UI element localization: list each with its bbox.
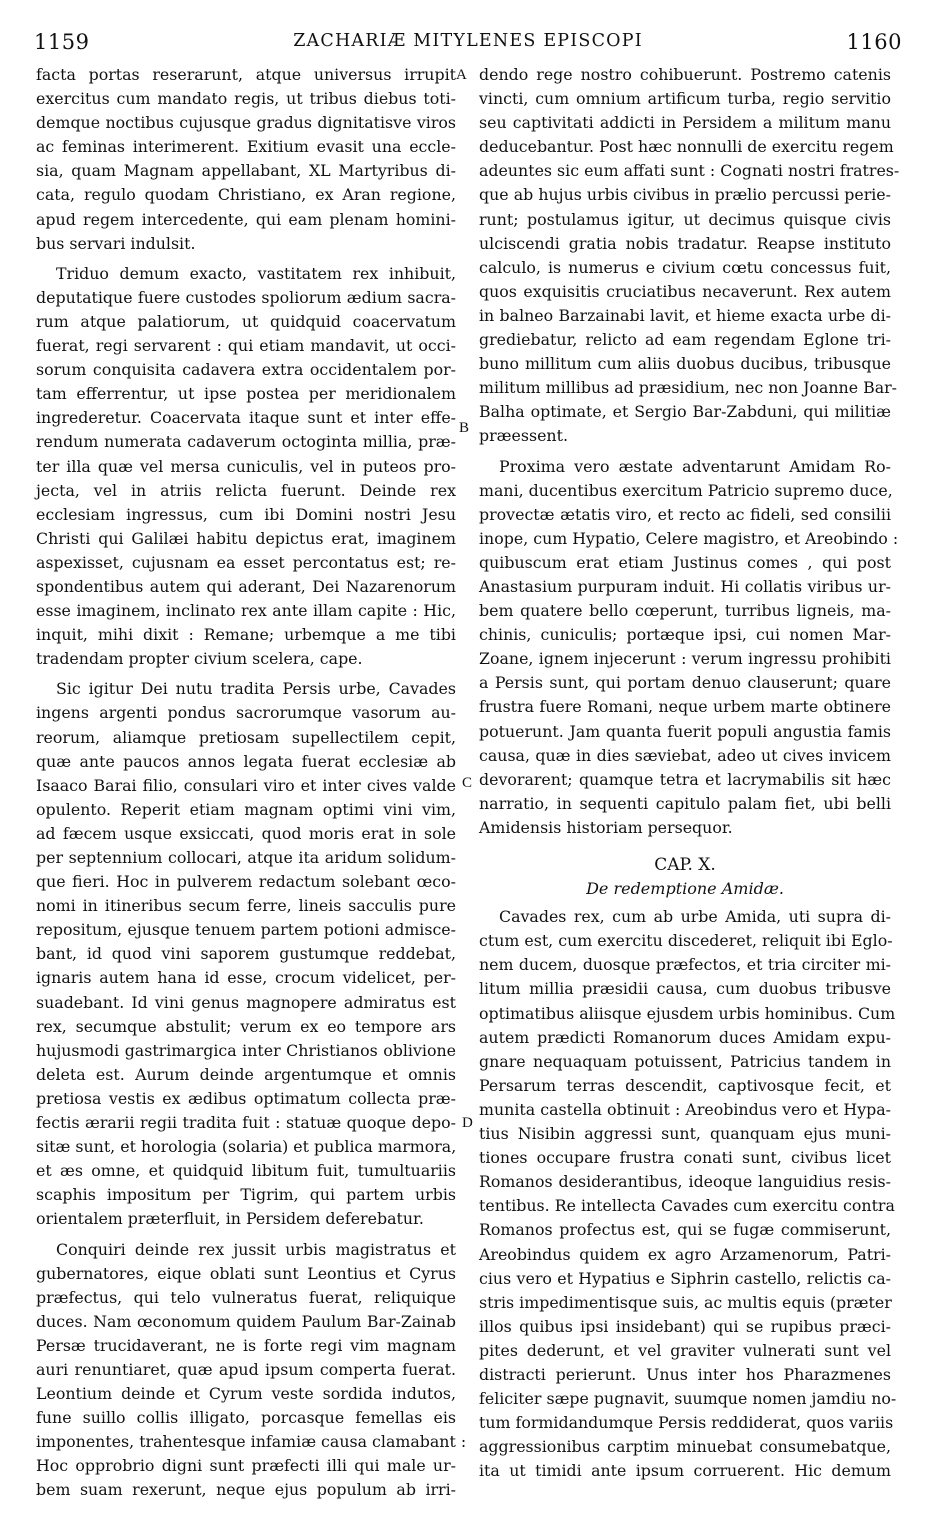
text-line: tradendam propter civium scelera, cape. bbox=[36, 649, 363, 669]
text-line: præfectus, qui telo vulneratus fuerat, reliquique bbox=[36, 1287, 456, 1307]
text-line: ter illa quæ vel mersa cuniculis, vel in puteos pro- bbox=[36, 456, 456, 476]
text-line: mani, ducentibus exercitum Patricio supremo duce, bbox=[479, 480, 893, 500]
text-line: opulento. Reperit etiam magnam optimi vini vim, bbox=[36, 799, 456, 819]
text-line: Leontium deinde et Cyrum veste sordida indutos, bbox=[36, 1384, 456, 1404]
text-line: aspexisset, cujusnam ea esset percontatus est; re- bbox=[36, 552, 456, 572]
text-line: Romanos profectus est, qui se fugæ commiserunt, bbox=[479, 1220, 891, 1240]
right-column bbox=[479, 63, 900, 1483]
text-line: rex, secumque abstulit; verum ex eo tempore ars bbox=[36, 1016, 456, 1036]
text-line: demque noctibus cujusque gradus dignitatisve viros bbox=[36, 113, 456, 133]
text-line: autem prædicti Romanorum duces Amidam expu- bbox=[479, 1027, 891, 1047]
text-line: ignaris autem hana id esse, crocum videlicet, per- bbox=[36, 968, 456, 988]
text-line: tentibus. Re intellecta Cavades cum exercitu contra bbox=[479, 1196, 895, 1216]
text-line: Cavades rex, cum ab urbe Amida, uti supra di- bbox=[499, 907, 891, 927]
text-line: auri renuntiaret, quæ apud ipsum comperta fuerat. bbox=[36, 1359, 456, 1379]
text-line: fectis ærarii regii tradita fuit : statuæ quoque depo- bbox=[36, 1113, 456, 1133]
text-line: sorum conquisita cadavera extra occidentalem por- bbox=[36, 360, 456, 380]
text-line: ingrederetur. Coacervata itaque sunt et inter effe- bbox=[36, 408, 456, 428]
text-line: Hoc opprobrio digni sunt præfecti illi qui male ur- bbox=[36, 1456, 456, 1476]
text-line: Zoane, ignem injecerunt : verum ingressu prohibiti bbox=[479, 649, 891, 669]
text-line: ita ut timidi ante ipsum corruerent. Hic demum bbox=[479, 1461, 891, 1481]
section-marker-b: B bbox=[459, 420, 470, 436]
text-line: distracti perierunt. Unus inter hos Pharazmenes bbox=[479, 1364, 891, 1384]
text-line: runt; postulamus igitur, ut decimus quisque civis bbox=[479, 209, 891, 229]
text-line: nem ducem, duosque præfectos, et tria circiter mi- bbox=[479, 955, 891, 975]
text-line: litum millia præsidii causa, cum duobus tribusve bbox=[479, 979, 891, 999]
section-marker-a: A bbox=[456, 67, 467, 83]
text-line: tius Nisibin aggressi sunt, quanquam ejus muni- bbox=[479, 1124, 891, 1144]
text-line: cata, regulo quodam Christiano, ex Aran regione, bbox=[36, 185, 456, 205]
text-line: potuerunt. Jam quanta fuerit populi angustia famis bbox=[479, 721, 891, 741]
text-line: que fieri. Hoc in pulverem redactum solebant œco- bbox=[36, 872, 456, 892]
text-line: quos exquisitis cruciatibus necaverunt. Rex autem bbox=[479, 281, 891, 301]
text-line: tam efferrentur, ut ipse postea per meridionalem bbox=[36, 384, 456, 404]
text-line: gnare nequaquam potuissent, Patricius tandem in bbox=[479, 1051, 891, 1071]
text-line: ctum est, cum exercitu discederet, reliquit ibi Eglo- bbox=[479, 931, 893, 951]
text-line: seu captivitati addicti in Persidem a militum manu bbox=[479, 113, 891, 133]
text-line: sitæ sunt, et horologia (solaria) et publica marmora, bbox=[36, 1137, 457, 1157]
text-line: frustra fuere Romani, neque urbem marte obtinere bbox=[479, 697, 891, 717]
text-line: fune suillo collis illigato, porcasque femellas eis bbox=[36, 1408, 456, 1428]
text-line: pretiosa vestis ex ædibus optimatum collecta præ- bbox=[36, 1088, 456, 1108]
text-line: rendum numerata cadaverum octoginta millia, præ- bbox=[36, 432, 456, 452]
text-line: præessent. bbox=[479, 426, 568, 446]
text-line: repositum, ejusque tenuem partem potioni admisce- bbox=[36, 920, 456, 940]
text-line: nomi in itineribus secum ferre, lineis sacculis pure bbox=[36, 896, 456, 916]
text-line: tum formidandumque Persis reddiderat, quos variis bbox=[479, 1413, 894, 1433]
section-marker-d: D bbox=[462, 1115, 473, 1131]
text-line: adeuntes sic eum affati sunt : Cognati nostri fratres- bbox=[479, 161, 900, 181]
text-line: suadebant. Id vini genus magnopere admiratus est bbox=[36, 992, 456, 1012]
text-line: inquit, mihi dixit : Remane; urbemque a me tibi bbox=[36, 625, 456, 645]
text-line: a Persis sunt, qui portam denuo clauserunt; quare bbox=[479, 673, 891, 693]
text-line: per septennium collocari, atque ita aridum solidum- bbox=[36, 848, 456, 867]
text-line: rum atque palatiorum, ut quidquid coacervatum bbox=[36, 311, 456, 331]
page-header bbox=[34, 30, 902, 58]
text-line: ac feminas interimerent. Exitium evasit una eccle- bbox=[36, 137, 456, 157]
text-line: sia, quam Magnam appellabant, XL Martyribus di- bbox=[36, 161, 456, 181]
page-number-right: 1160 bbox=[846, 30, 902, 54]
text-line: causa, quæ in dies sæviebat, adeo ut cives invicem bbox=[479, 745, 891, 765]
text-line: Isaaco Barai filio, consulari viro et inter cives valde bbox=[36, 775, 456, 795]
text-line: spondentibus autem qui aderant, Dei Nazarenorum bbox=[36, 576, 456, 596]
text-line: tiones occupare frustra conati sunt, civibus licet bbox=[479, 1148, 891, 1168]
left-column bbox=[36, 63, 467, 1503]
text-line: jecta, vel in atriis relicta fuerunt. Deinde rex bbox=[36, 480, 456, 500]
text-line: Amidensis historiam persequor. bbox=[479, 817, 733, 837]
text-line: optimatibus aliisque ejusdem urbis hominibus. Cum bbox=[479, 1003, 896, 1023]
text-line: cius vero et Hypatius e Siphrin castello, relictis ca- bbox=[479, 1268, 891, 1288]
text-line: bant, id quod vini saporem gustumque reddebat, bbox=[36, 944, 456, 964]
text-line: grediebatur, relicto ad eam regendam Eglone tri- bbox=[479, 330, 891, 350]
text-line: hujusmodi gastrimargica inter Christianos oblivione bbox=[36, 1040, 456, 1060]
text-line: devorarent; quamque tetra et lacrymabilis sit hæc bbox=[479, 769, 891, 789]
text-line: Persarum terras descendit, captivosque fecit, et bbox=[479, 1075, 891, 1095]
text-line: deleta est. Aurum deinde argentumque et omnis bbox=[36, 1064, 456, 1084]
text-line: Areobindus quidem ex agro Arzamenorum, Patri- bbox=[479, 1244, 891, 1264]
text-line: ecclesiam ingressus, cum ibi Domini nostri Jesu bbox=[36, 504, 456, 524]
text-line: ingens argenti pondus sacrorumque vasorum au- bbox=[36, 703, 456, 723]
text-line: provectæ ætatis viro, et recto ac fideli, sed consilii bbox=[479, 504, 891, 524]
text-line: apud regem intercedente, qui eam plenam homini- bbox=[36, 209, 456, 229]
text-line: Anastasium purpuram induit. Hi collatis viribus ur- bbox=[479, 576, 891, 596]
text-line: ulciscendi gratia nobis tradatur. Reapse instituto bbox=[479, 233, 891, 253]
page-number-left: 1159 bbox=[34, 30, 90, 54]
text-line: imponentes, trahentesque infamiæ causa clamabant : bbox=[36, 1432, 467, 1452]
text-line: inope, cum Hypatio, Celere magistro, et Areobindo : bbox=[479, 528, 899, 548]
text-line: exercitus cum mandato regis, ut tribus diebus toti- bbox=[36, 89, 456, 109]
text-line: deputatique fuere custodes spoliorum ædium sacra- bbox=[36, 287, 456, 307]
text-line: Christi qui Galilæi habitu depictus erat, imaginem bbox=[36, 528, 456, 548]
text-line: dendo rege nostro cohibuerunt. Postremo catenis bbox=[479, 65, 891, 84]
running-title: ZACHARIÆ MITYLENES EPISCOPI bbox=[293, 31, 643, 51]
text-line: militum millibus ad præsidium, nec non Joanne Bar- bbox=[479, 378, 898, 398]
text-line: duces. Nam œconomum quidem Paulum Bar-Zainab bbox=[36, 1311, 456, 1331]
text-line: in balneo Barzainabi lavit, et hieme exacta urbe di- bbox=[479, 305, 891, 325]
text-line: ad fæcem usque exsiccati, quod moris erat in sole bbox=[36, 823, 456, 843]
text-line: stris impedimentisque suis, ac multis equis (præter bbox=[479, 1292, 892, 1312]
text-line: Sic igitur Dei nutu tradita Persis urbe, Cavades bbox=[56, 679, 456, 699]
text-line: scaphis impositum per Tigrim, qui partem urbis bbox=[36, 1185, 456, 1205]
text-line: gubernatores, eique oblati sunt Leontius et Cyrus bbox=[36, 1263, 456, 1283]
text-line: Proxima vero æstate adventarunt Amidam Ro- bbox=[499, 456, 891, 476]
text-line: munita castella obtinuit : Areobindus vero et Hypa- bbox=[479, 1099, 891, 1119]
text-line: chinis, cuniculis; portæque ipsi, cui nomen Mar- bbox=[479, 625, 891, 645]
text-line: fuerat, regi servarent : qui etiam mandavit, ut occi- bbox=[36, 336, 456, 356]
text-line: pites dederunt, et vel graviter vulnerati sunt vel bbox=[479, 1340, 891, 1360]
text-line: quibuscum erat etiam Justinus comes , qui post bbox=[479, 552, 891, 572]
text-line: Romanos desiderantibus, ideoque languidius resis- bbox=[479, 1172, 891, 1192]
text-line: bus servari indulsit. bbox=[36, 233, 196, 253]
text-line: vincti, cum omnium artificum turba, regio servitio bbox=[479, 89, 891, 109]
section-marker-c: C bbox=[462, 775, 473, 791]
text-line: buno millitum cum aliis duobus ducibus, tribusque bbox=[479, 354, 891, 374]
text-line: bem quatere bello cœperunt, turribus ligneis, ma- bbox=[479, 601, 891, 621]
text-line: aggressionibus carptim minuebat consumebatque, bbox=[479, 1437, 891, 1457]
text-line: deducebantur. Post hæc nonnulli de exercitu regem bbox=[479, 137, 894, 157]
text-line: Persæ trucidaverant, ne is forte regi vim magnam bbox=[36, 1335, 456, 1355]
text-line: calculo, is numerus e civium cœtu concessus fuit, bbox=[479, 257, 891, 277]
chapter-heading: CAP. X. bbox=[654, 855, 716, 875]
text-line: facta portas reserarunt, atque universus irrupit bbox=[36, 65, 456, 84]
text-line: que ab hujus urbis civibus in prælio percussi perie- bbox=[479, 185, 891, 205]
text-line: Conquiri deinde rex jussit urbis magistratus et bbox=[56, 1239, 456, 1259]
text-line: bem suam rexerunt, neque ejus populum ab irri- bbox=[36, 1480, 456, 1500]
text-line: Triduo demum exacto, vastitatem rex inhibuit, bbox=[56, 263, 456, 283]
text-line: Balha optimate, et Sergio Bar-Zabduni, qui militiæ bbox=[479, 402, 891, 422]
text-line: orientalem præterfluit, in Persidem deferebatur. bbox=[36, 1209, 424, 1229]
chapter-subtitle: De redemptione Amidæ. bbox=[586, 879, 784, 899]
text-line: et æs omne, et quidquid libitum fuit, tumultuariis bbox=[36, 1161, 456, 1181]
text-line: quæ ante paucos annos legata fuerat ecclesiæ ab bbox=[36, 751, 456, 771]
text-line: feliciter sæpe pugnavit, suumque nomen jamdiu no- bbox=[479, 1389, 897, 1409]
text-line: esse imaginem, inclinato rex ante illam capite : Hic, bbox=[36, 601, 456, 621]
text-line: narratio, in sequenti capitulo palam fiet, ubi belli bbox=[479, 793, 891, 813]
text-line: reorum, aliamque pretiosam supellectilem cepit, bbox=[36, 727, 456, 747]
text-line: illos quibus ipsi insidebant) qui se rupibus præci- bbox=[479, 1316, 891, 1336]
